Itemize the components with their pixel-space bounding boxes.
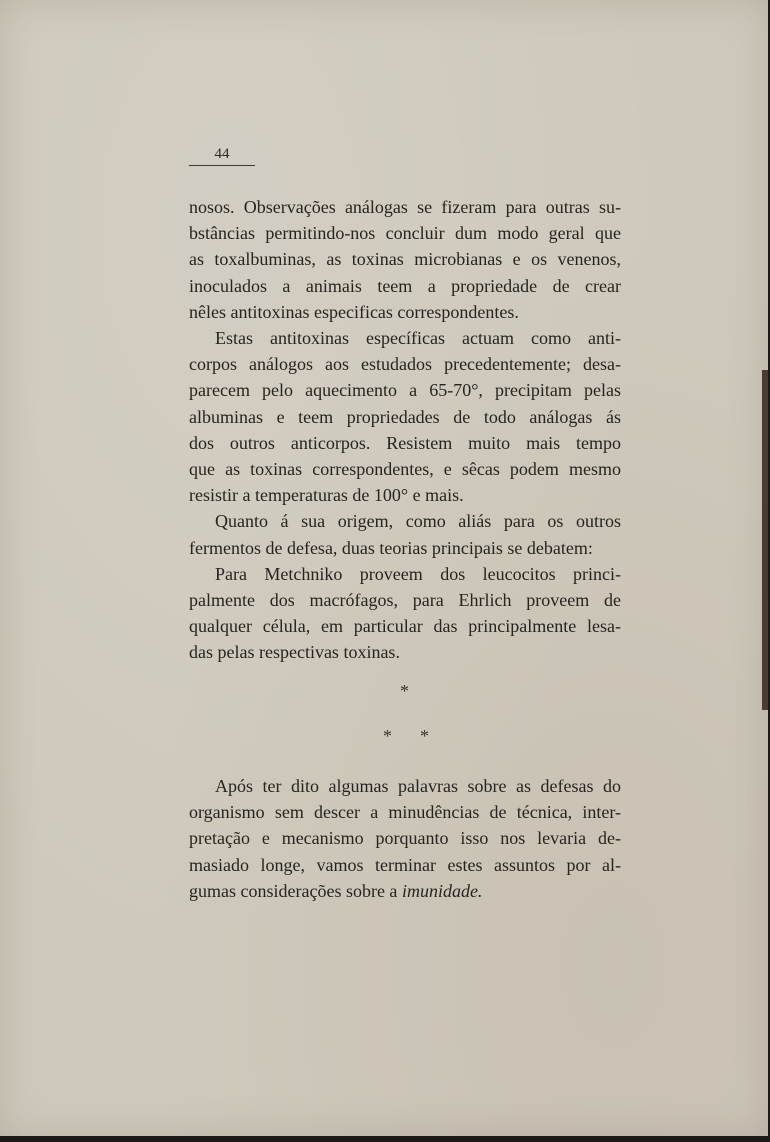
text-line: parecem pelo aquecimento a 65-70°, precipitam pelas (189, 380, 621, 401)
text-line: fermentos de defesa, duas teorias principais se debatem: (189, 537, 593, 558)
closing-text (189, 773, 621, 904)
section-separator-asterisk: * (420, 726, 429, 746)
text-line: nosos. Observações análogas se fizeram para outras su- (189, 197, 621, 217)
emphasis-word: imunidade. (401, 880, 483, 901)
text-line: que as toxinas correspondentes, e sêcas podem mesmo (189, 459, 621, 480)
text-line: Para Metchniko proveem dos leucocitos princi- (215, 563, 621, 584)
text-line: albuminas e teem propriedades de todo análogas ás (189, 406, 621, 427)
text-line: Quanto á sua origem, como aliás para os outros (215, 511, 621, 532)
text-line: corpos análogos aos estudados precedentemente; desa- (189, 354, 621, 375)
text-line: masiado longe, vamos terminar estes assuntos por al- (189, 854, 621, 875)
text-line: as toxalbuminas, as toxinas microbianas e os venenos, (189, 249, 621, 270)
text-line: dos outros anticorpos. Resistem muito mais tempo (189, 432, 621, 453)
text-line: das pelas respectivas toxinas. (189, 642, 400, 663)
text-line: bstâncias permitindo-nos concluir dum modo geral que (189, 223, 621, 244)
text-line: palmente dos macrófagos, para Ehrlich proveem de (189, 590, 621, 611)
text-line: resistir a temperaturas de 100° e mais. (189, 485, 464, 506)
text-line: organismo sem descer a minudências de técnica, inter- (189, 802, 621, 823)
text-line: nêles antitoxinas especificas correspondentes. (189, 301, 519, 322)
text-line: Estas antitoxinas específicas actuam como anti- (215, 328, 621, 349)
page-number: 44 (189, 145, 255, 166)
text-line: Após ter dito algumas palavras sobre as defesas do (215, 776, 621, 796)
page-edge-shadow (762, 370, 768, 710)
main-text (189, 194, 621, 666)
section-separator-asterisk: * (400, 681, 409, 701)
text-line: qualquer célula, em particular das principalmente lesa- (189, 616, 621, 637)
text-line (189, 878, 621, 904)
text-line: inoculados a animais teem a propriedade de crear (189, 275, 621, 296)
section-separator-asterisk: * (383, 726, 392, 746)
last-line-text: gumas considerações sobre a (189, 880, 402, 901)
text-line: pretação e mecanismo porquanto isso nos levaria de- (189, 828, 621, 849)
